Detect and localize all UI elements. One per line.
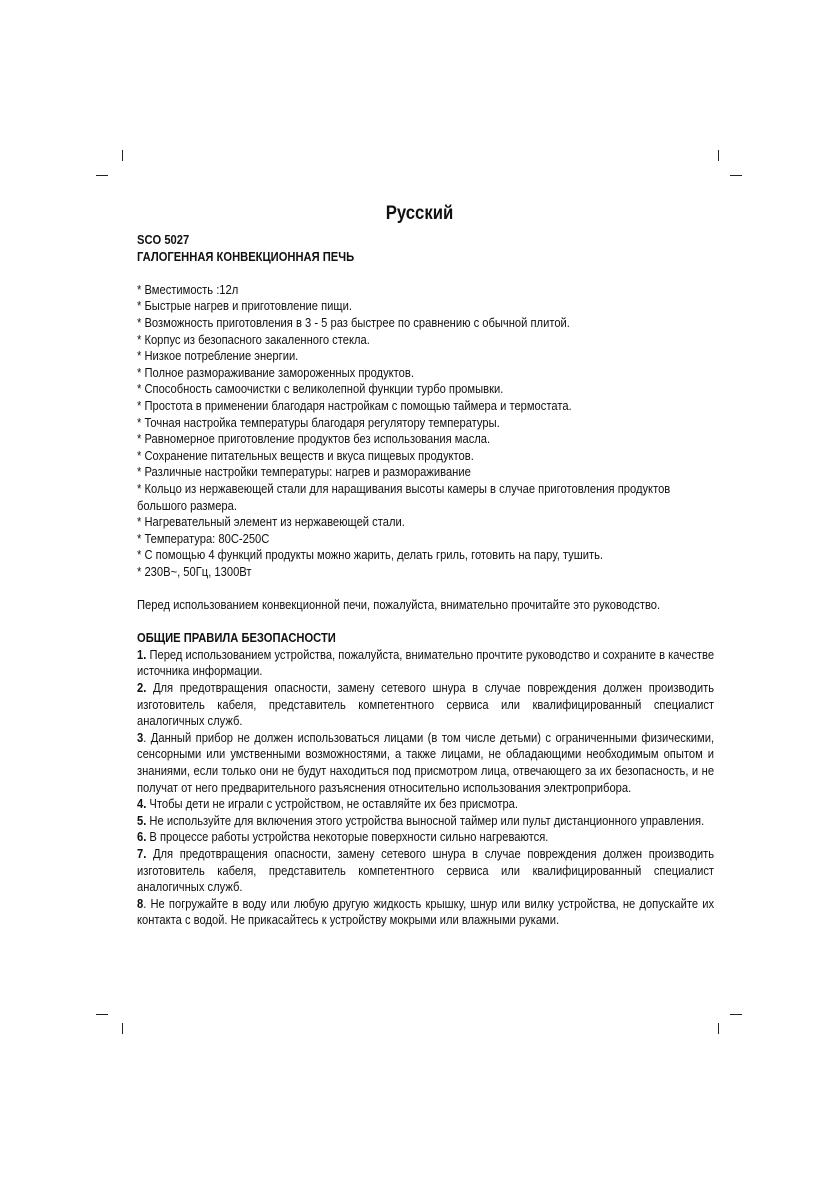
rule-number: 7. <box>137 845 147 861</box>
feature-item: * 230В~, 50Гц, 1300Вт <box>137 563 252 579</box>
safety-rule <box>137 896 714 929</box>
rule-text: В процессе работы устройства некоторые поверхности сильно нагреваются. <box>146 829 549 845</box>
rule-number: 5. <box>137 812 147 828</box>
rule-number: 3 <box>137 729 144 745</box>
rule-number: 2. <box>137 680 147 696</box>
safety-rule <box>137 846 714 896</box>
page-title: Русский <box>385 203 454 224</box>
safety-heading: ОБЩИЕ ПРАВИЛА БЕЗОПАСНОСТИ <box>137 630 336 646</box>
feature-item: * Сохранение питательных веществ и вкуса пищевых продуктов. <box>137 447 474 463</box>
rule-number: 1. <box>137 646 147 662</box>
rule-text: Не используйте для включения этого устройства выносной таймер или пульт дистанционного управления. <box>146 812 705 828</box>
safety-rule <box>137 730 714 796</box>
feature-item: * Возможность приготовления в 3 - 5 раз быстрее по сравнению с обычной плитой. <box>137 314 570 330</box>
feature-item: * Простота в применении благодаря настройкам с помощью таймера и термостата. <box>137 397 572 413</box>
feature-item: * С помощью 4 функций продукты можно жарить, делать гриль, готовить на пару, тушить. <box>137 547 604 563</box>
safety-rule <box>137 829 714 846</box>
feature-item: * Равномерное приготовление продуктов без использования масла. <box>137 431 491 447</box>
intro-text: Перед использованием конвекционной печи, пожалуйста, внимательно прочитайте это руководство. <box>137 597 661 613</box>
safety-rule <box>137 680 714 730</box>
feature-item: * Быстрые нагрев и приготовление пищи. <box>137 298 352 314</box>
feature-item: * Нагревательный элемент из нержавеющей стали. <box>137 514 405 530</box>
rule-number: 6. <box>137 829 147 845</box>
feature-list <box>137 282 714 581</box>
crop-mark <box>718 150 719 161</box>
rule-text: Для предотвращения опасности, замену сетевого шнура в случае повреждения должен производить изготовитель кабеля, представитель компетентного сервиса или квалифицированный специалист аналогичных служб. <box>137 680 715 729</box>
crop-mark <box>730 1014 742 1015</box>
rule-text: Для предотвращения опасности, замену сетевого шнура в случае повреждения должен производить изготовитель кабеля, представитель компетентного сервиса или квалифицированный специалист аналогичных служб. <box>137 845 715 895</box>
rule-text: Чтобы дети не играли с устройством, не оставляйте их без присмотра. <box>146 796 519 812</box>
feature-item: * Низкое потребление энергии. <box>137 348 299 364</box>
feature-item: * Полное размораживание замороженных продуктов. <box>137 364 414 380</box>
crop-mark <box>96 175 108 176</box>
document-body <box>137 232 714 929</box>
feature-item: * Корпус из безопасного закаленного стекла. <box>137 331 370 347</box>
safety-rules <box>137 647 714 929</box>
model-number: SCO 5027 <box>137 232 190 247</box>
rule-text: Перед использованием устройства, пожалуйста, внимательно прочтите руководство и сохраните в качестве источника информации. <box>137 646 715 679</box>
crop-mark <box>122 1023 123 1034</box>
product-name: ГАЛОГЕННАЯ КОНВЕКЦИОННАЯ ПЕЧЬ <box>137 248 355 264</box>
crop-mark <box>718 1023 719 1034</box>
rule-text: . Не погружайте в воду или любую другую жидкость крышку, шнур или вилку устройства, не допускайте их контакта с водой. Не прикасайтесь к устройству мокрыми или влажными руками. <box>137 895 715 928</box>
rule-text: . Данный прибор не должен использоваться лицами (в том числе детьми) с ограниченными физическими, сенсорными или умственными возможностями, а также лицами, не обладающими необходимым опытом и знаниями, если только они не будут находиться под присмотром лица, отвечающего за их безопасность, и не получат от него предварительного разъяснения относительно использования электроприбора. <box>137 729 715 795</box>
feature-item: * Различные настройки температуры: нагрев и размораживание <box>137 464 471 480</box>
feature-item: * Вместимость :12л <box>137 281 239 297</box>
safety-rule <box>137 813 714 830</box>
safety-rule <box>137 647 714 680</box>
feature-item: * Кольцо из нержавеющей стали для наращивания высоты камеры в случае приготовления продуктов большого размера. <box>137 480 671 513</box>
crop-mark <box>122 150 123 161</box>
rule-number: 8 <box>137 895 144 911</box>
feature-item: * Способность самоочистки с великолепной функции турбо промывки. <box>137 381 504 397</box>
feature-item: * Температура: 80C-250C <box>137 530 270 546</box>
crop-mark <box>96 1014 108 1015</box>
safety-rule <box>137 796 714 813</box>
feature-item: * Точная настройка температуры благодаря регулятору температуры. <box>137 414 500 430</box>
rule-number: 4. <box>137 796 147 812</box>
crop-mark <box>730 175 742 176</box>
